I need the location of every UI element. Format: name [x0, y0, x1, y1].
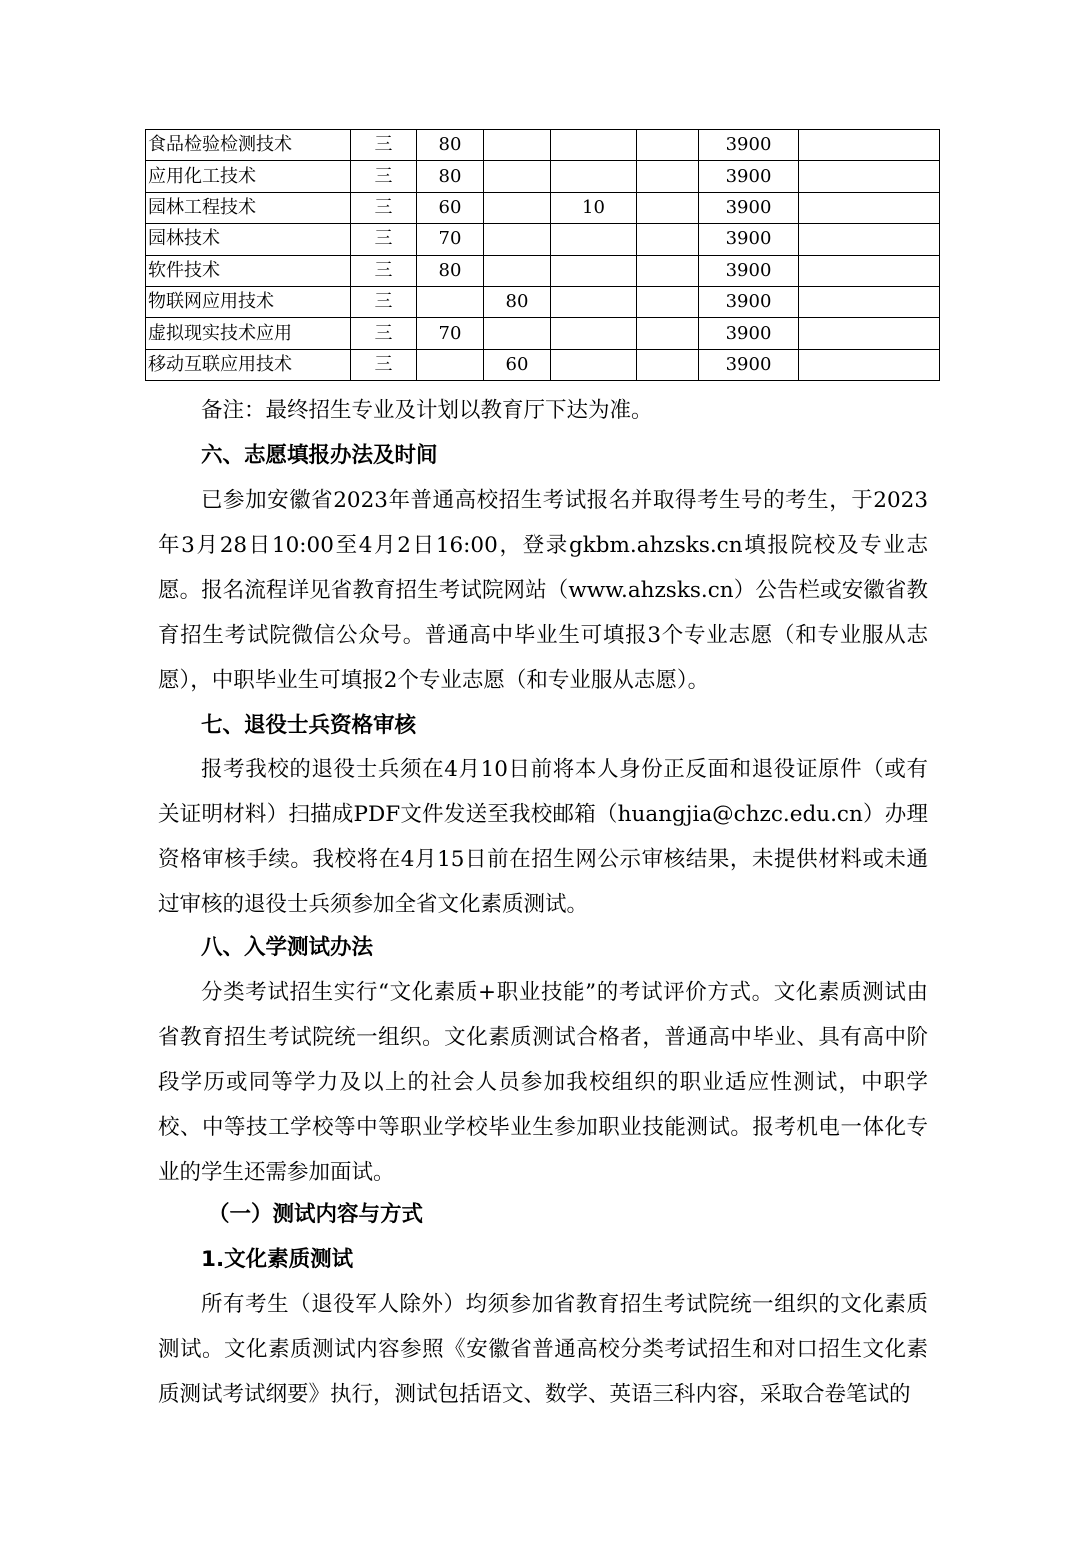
table-cell-c3	[551, 349, 637, 380]
table-cell-name: 园林技术	[146, 224, 351, 255]
table-cell-name: 物联网应用技术	[146, 286, 351, 317]
table-cell-name: 虚拟现实技术应用	[146, 318, 351, 349]
table-cell-c2	[484, 130, 551, 161]
table-cell-fee: 3900	[699, 318, 799, 349]
subsection-1-heading: （一）测试内容与方式	[208, 1202, 424, 1227]
table-cell-c1: 60	[417, 192, 484, 223]
table-row	[146, 224, 940, 255]
table-cell-c4	[637, 349, 699, 380]
table-cell-fee: 3900	[699, 349, 799, 380]
enrollment-plan-table	[145, 129, 940, 381]
table-cell-level: 三	[351, 349, 417, 380]
table-cell-name: 软件技术	[146, 255, 351, 286]
table-cell-fee: 3900	[699, 286, 799, 317]
table-cell-note	[799, 318, 940, 349]
table-cell-c4	[637, 130, 699, 161]
table-cell-level: 三	[351, 318, 417, 349]
table-cell-c1: 80	[417, 255, 484, 286]
table-cell-c4	[637, 286, 699, 317]
table-cell-fee: 3900	[699, 192, 799, 223]
table-cell-fee: 3900	[699, 224, 799, 255]
table-note: 备注：最终招生专业及计划以教育厅下达为准。	[201, 398, 653, 423]
table-cell-c3	[551, 318, 637, 349]
table-cell-c2	[484, 161, 551, 192]
table-cell-c2: 80	[484, 286, 551, 317]
table-cell-c4	[637, 318, 699, 349]
table-cell-c2	[484, 224, 551, 255]
subsection-1-1-body: 所有考生（退役军人除外）均须参加省教育招生考试院统一组织的文化素质测试。文化素质测试内容参照《安徽省普通高校分类考试招生和对口招生文化素质测试考试纲要》执行，测试包括语文、数学、英语三科内容，采取合卷笔试的	[158, 1292, 928, 1407]
table-cell-fee: 3900	[699, 255, 799, 286]
section-6-body: 已参加安徽省2023年普通高校招生考试报名并取得考生号的考生，于2023年3月28日10:00至4月2日16:00，登录gkbm.ahzsks.cn填报院校及专业志愿。报名流程详见省教育招生考试院网站（www.ahzsks.cn）公告栏或安徽省教育招生考试院微信公众号。普通高中毕业生可填报3个专业志愿（和专业服从志愿），中职毕业生可填报2个专业志愿（和专业服从志愿）。	[158, 488, 928, 693]
table-cell-c3	[551, 255, 637, 286]
subsection-1-1-heading: 1.文化素质测试	[201, 1247, 354, 1272]
table-cell-note	[799, 349, 940, 380]
table-row	[146, 161, 940, 192]
table-cell-note	[799, 161, 940, 192]
table-cell-note	[799, 130, 940, 161]
table-cell-name: 食品检验检测技术	[146, 130, 351, 161]
table-cell-name: 移动互联应用技术	[146, 349, 351, 380]
table-cell-c1: 80	[417, 161, 484, 192]
table-cell-note	[799, 192, 940, 223]
section-8-body: 分类考试招生实行“文化素质+职业技能”的考试评价方式。文化素质测试由省教育招生考试院统一组织。文化素质测试合格者，普通高中毕业、具有高中阶段学历或同等学力及以上的社会人员参加我校组织的职业适应性测试，中职学校、中等技工学校等中等职业学校毕业生参加职业技能测试。报考机电一体化专业的学生还需参加面试。	[158, 980, 928, 1185]
table-cell-c4	[637, 224, 699, 255]
table-cell-level: 三	[351, 255, 417, 286]
table-cell-name: 应用化工技术	[146, 161, 351, 192]
table-row	[146, 286, 940, 317]
table-cell-c2	[484, 318, 551, 349]
table-cell-level: 三	[351, 161, 417, 192]
table-row	[146, 130, 940, 161]
table-cell-c4	[637, 255, 699, 286]
section-8-heading: 八、入学测试办法	[201, 935, 374, 960]
table-row	[146, 318, 940, 349]
table-cell-level: 三	[351, 192, 417, 223]
section-6-heading: 六、志愿填报办法及时间	[201, 443, 438, 468]
table-cell-c4	[637, 192, 699, 223]
table-cell-fee: 3900	[699, 161, 799, 192]
section-7-body: 报考我校的退役士兵须在4月10日前将本人身份正反面和退役证原件（或有关证明材料）扫描成PDF文件发送至我校邮箱（huangjia@chzc.edu.cn）办理资格审核手续。我校将在4月15日前在招生网公示审核结果，未提供材料或未通过审核的退役士兵须参加全省文化素质测试。	[158, 757, 928, 917]
table-row	[146, 255, 940, 286]
table-cell-c3	[551, 161, 637, 192]
table-row	[146, 349, 940, 380]
table-cell-c2	[484, 192, 551, 223]
table-cell-note	[799, 255, 940, 286]
table-cell-level: 三	[351, 130, 417, 161]
table-row	[146, 192, 940, 223]
table-cell-c1: 70	[417, 318, 484, 349]
table-cell-c2	[484, 255, 551, 286]
table-cell-fee: 3900	[699, 130, 799, 161]
section-7-heading: 七、退役士兵资格审核	[201, 713, 417, 738]
table-cell-c3	[551, 130, 637, 161]
table-cell-c1: 70	[417, 224, 484, 255]
table-cell-c1: 80	[417, 130, 484, 161]
table-cell-level: 三	[351, 286, 417, 317]
table-cell-name: 园林工程技术	[146, 192, 351, 223]
table-cell-c3	[551, 286, 637, 317]
table-cell-c3	[551, 224, 637, 255]
table-cell-c4	[637, 161, 699, 192]
table-cell-c3: 10	[551, 192, 637, 223]
table-cell-c2: 60	[484, 349, 551, 380]
table-cell-c1	[417, 286, 484, 317]
table-cell-c1	[417, 349, 484, 380]
table-cell-level: 三	[351, 224, 417, 255]
table-cell-note	[799, 224, 940, 255]
table-cell-note	[799, 286, 940, 317]
